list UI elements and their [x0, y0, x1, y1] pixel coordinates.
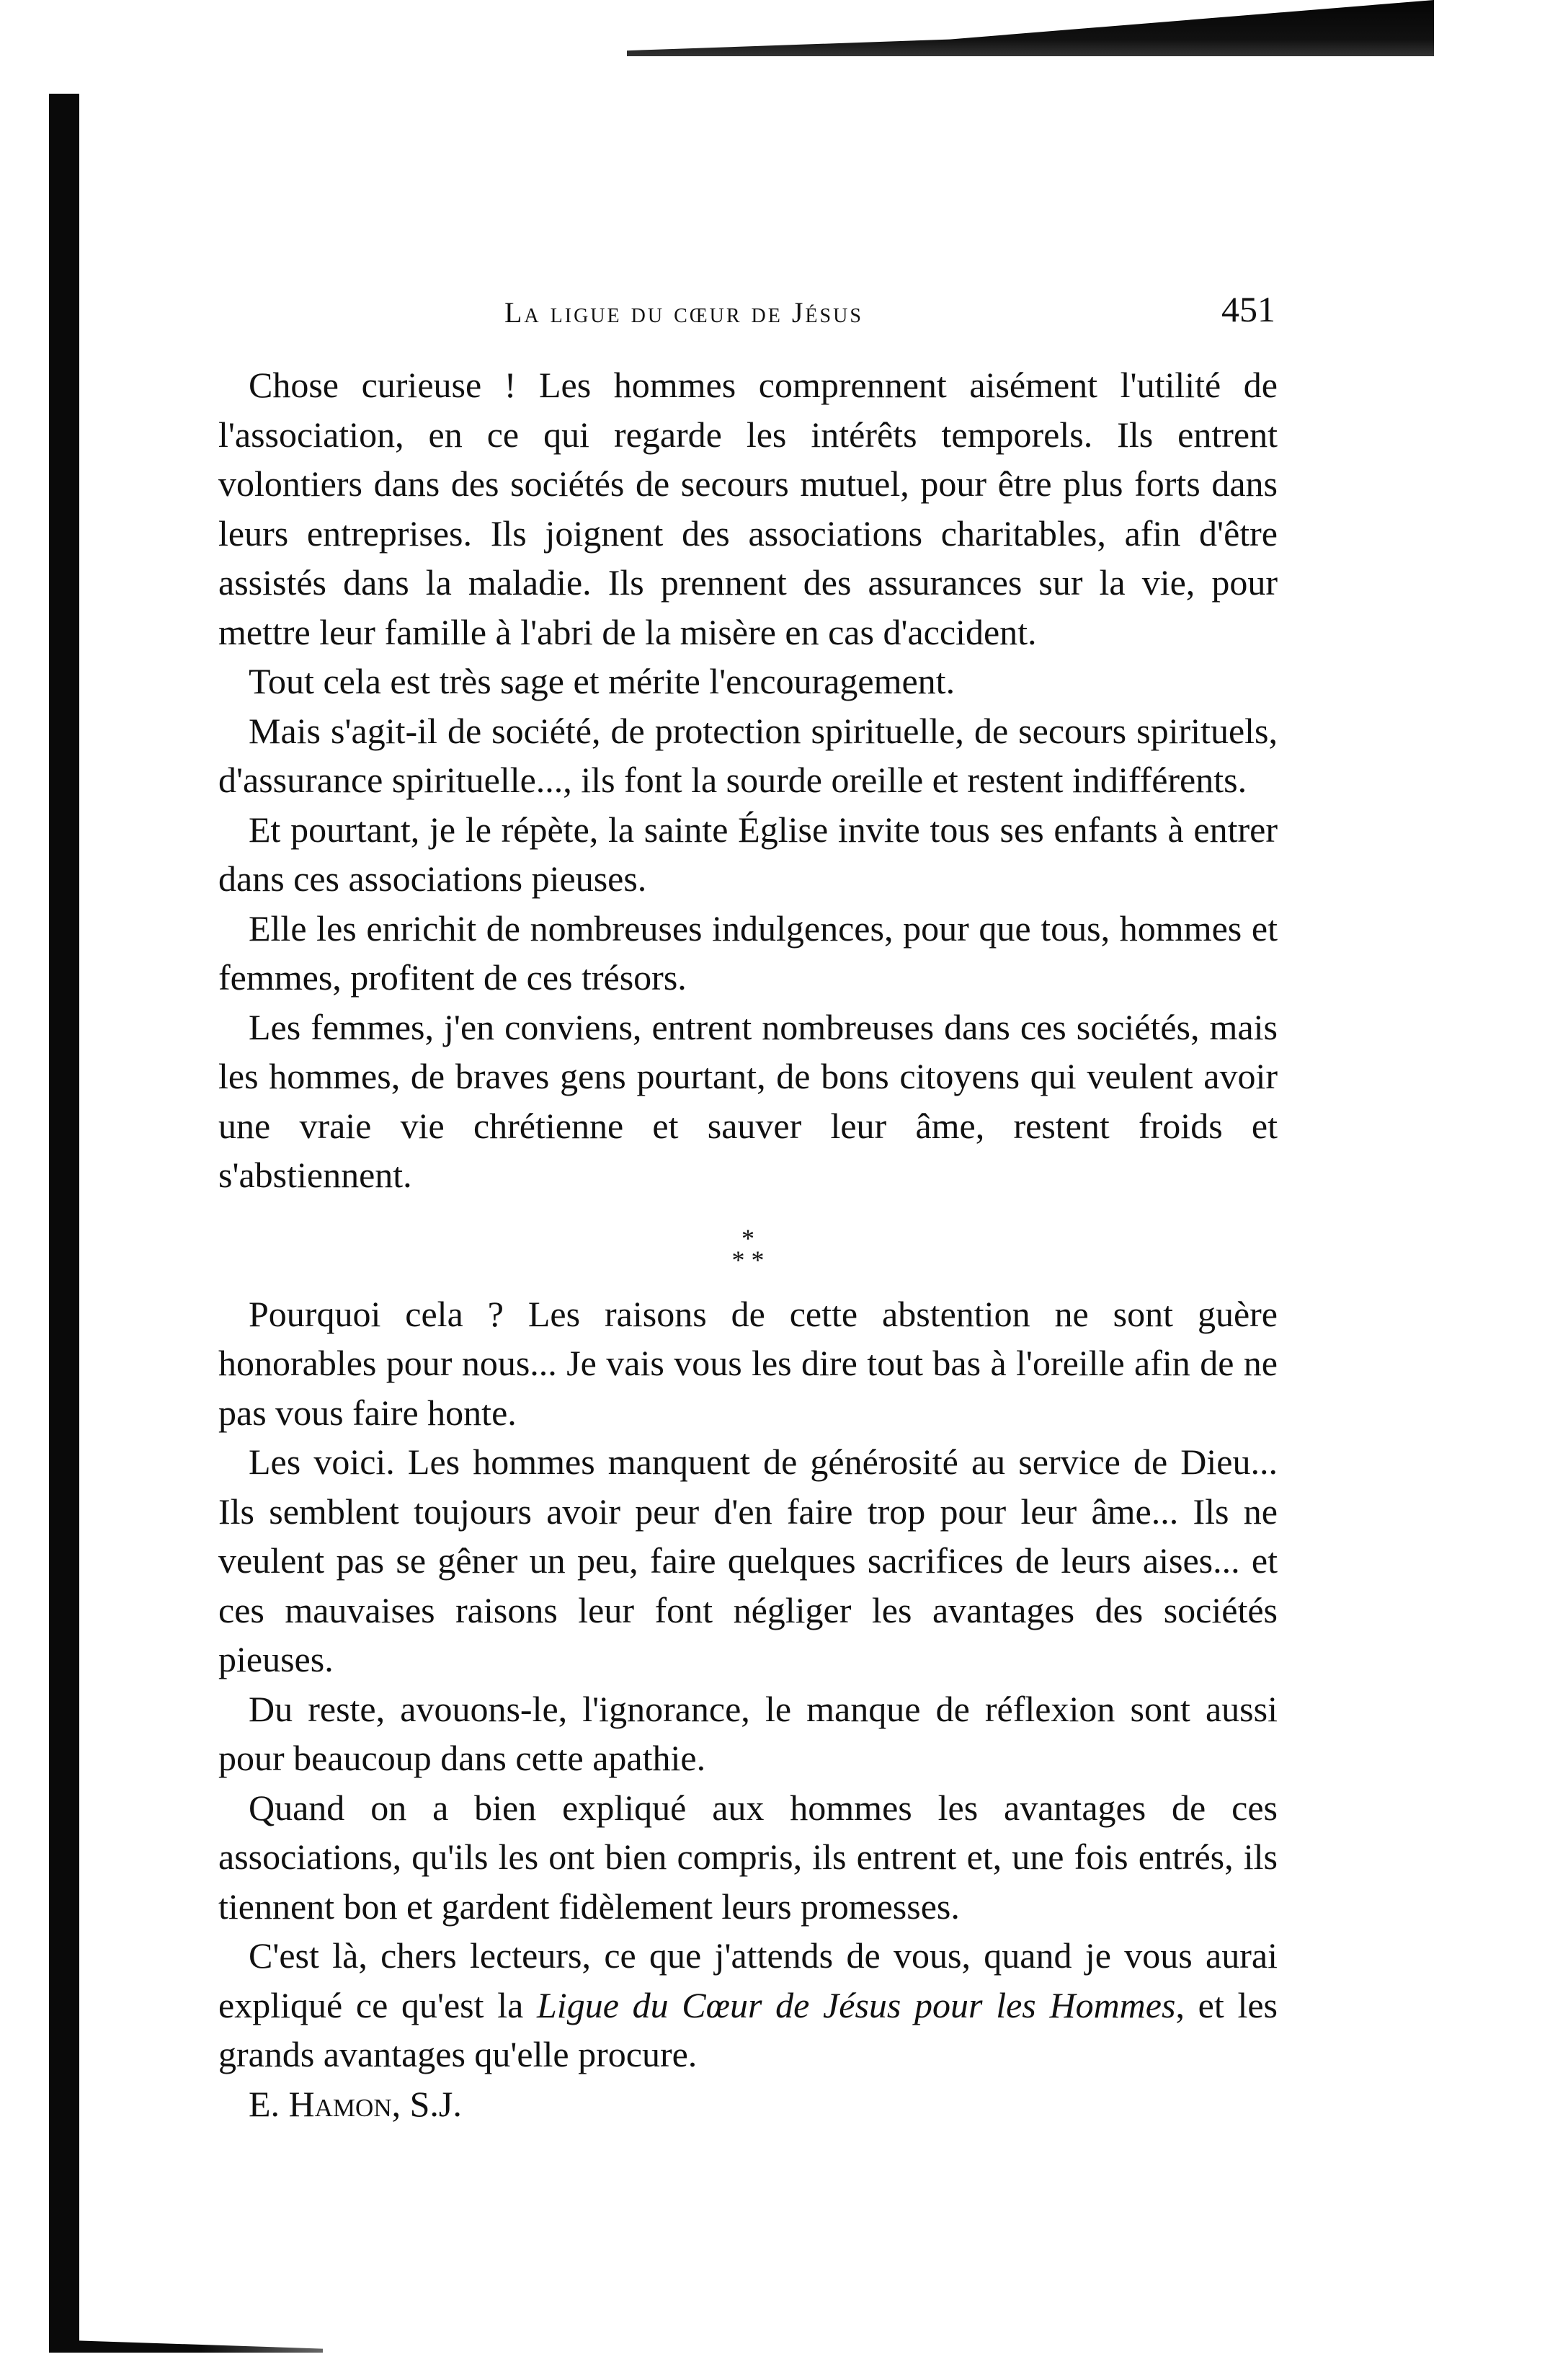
page-body	[218, 360, 1278, 2128]
paragraph: Et pourtant, je le répète, la sainte Église invite tous ses enfants à entrer dans ces associations pieuses.	[218, 809, 1278, 899]
scan-edge-left	[49, 94, 79, 2350]
signature-name: Hamon	[288, 2083, 392, 2124]
scan-edge-top	[627, 0, 1434, 56]
page-number: 451	[1221, 289, 1275, 329]
paragraph: Les femmes, j'en conviens, entrent nombreuses dans ces sociétés, mais les hommes, de braves gens pourtant, de bons citoyens qui veulent avoir une vraie vie chrétienne et sauver leur âme, restent froids et s'abstiennent.	[218, 1006, 1278, 1195]
paragraph: Pourquoi cela ? Les raisons de cette abstention ne sont guère honorables pour nous... Je vais vous les dire tout bas à l'oreille afin de ne pas vous faire honte.	[218, 1293, 1278, 1433]
paragraph: Chose curieuse ! Les hommes comprennent aisément l'utilité de l'association, en ce qui regarde les intérêts temporels. Ils entrent volontiers dans des sociétés de secours mutuel, pour être plus forts dans leurs entreprises. Ils joignent des associations charitables, afin d'être assistés dans la maladie. Ils prennent des assurances sur la vie, pour mettre leur famille à l'abri de la misère en cas d'accident.	[218, 365, 1278, 652]
asterism-bottom: * *	[731, 1245, 765, 1274]
paragraph-closing	[218, 1931, 1278, 2079]
page-header	[216, 288, 1275, 346]
running-head: La ligue du cœur de Jésus	[504, 296, 863, 329]
closing-text-end: , et les grands avantages qu'elle procure.	[218, 1984, 1278, 2074]
signature-order: , S.J.	[391, 2083, 462, 2124]
paragraph: Du reste, avouons-le, l'ignorance, le manque de réflexion sont aussi pour beaucoup dans cette apathie.	[218, 1688, 1278, 1778]
closing-text-start: C'est là, chers lecteurs, ce que j'attends de vous, quand je vous aurai expliqué ce qu'est la	[218, 1935, 1278, 2025]
paragraph: Quand on a bien expliqué aux hommes les avantages de ces associations, qu'ils les ont bien compris, ils entrent et, une fois entrés, ils tiennent bon et gardent fidèlement leurs promesses.	[218, 1787, 1278, 1927]
scan-edge-bottom-left	[49, 2340, 323, 2353]
section-break-asterism	[218, 1223, 1278, 1274]
paragraph: Tout cela est très sage et mérite l'encouragement.	[249, 661, 956, 701]
signature-initial: E.	[249, 2083, 280, 2124]
paragraph: Les voici. Les hommes manquent de générosité au service de Dieu... Ils semblent toujours avoir peur d'en faire trop pour leur âme... Ils ne veulent pas se gêner un peu, faire quelques sacrifices de leurs aises... et ces mauvaises raisons leur font négliger les avantages des sociétés pieuses.	[218, 1442, 1278, 1679]
author-signature	[218, 2079, 1278, 2129]
paragraph: Elle les enrichit de nombreuses indulgences, pour que tous, hommes et femmes, profitent de ces trésors.	[218, 907, 1278, 998]
paragraph: Mais s'agit-il de société, de protection spirituelle, de secours spirituels, d'assurance spirituelle..., ils font la sourde oreille et restent indifférents.	[218, 710, 1278, 800]
asterism-top: *	[741, 1223, 754, 1253]
league-title: Ligue du Cœur de Jésus pour les Hommes	[537, 1984, 1176, 2025]
